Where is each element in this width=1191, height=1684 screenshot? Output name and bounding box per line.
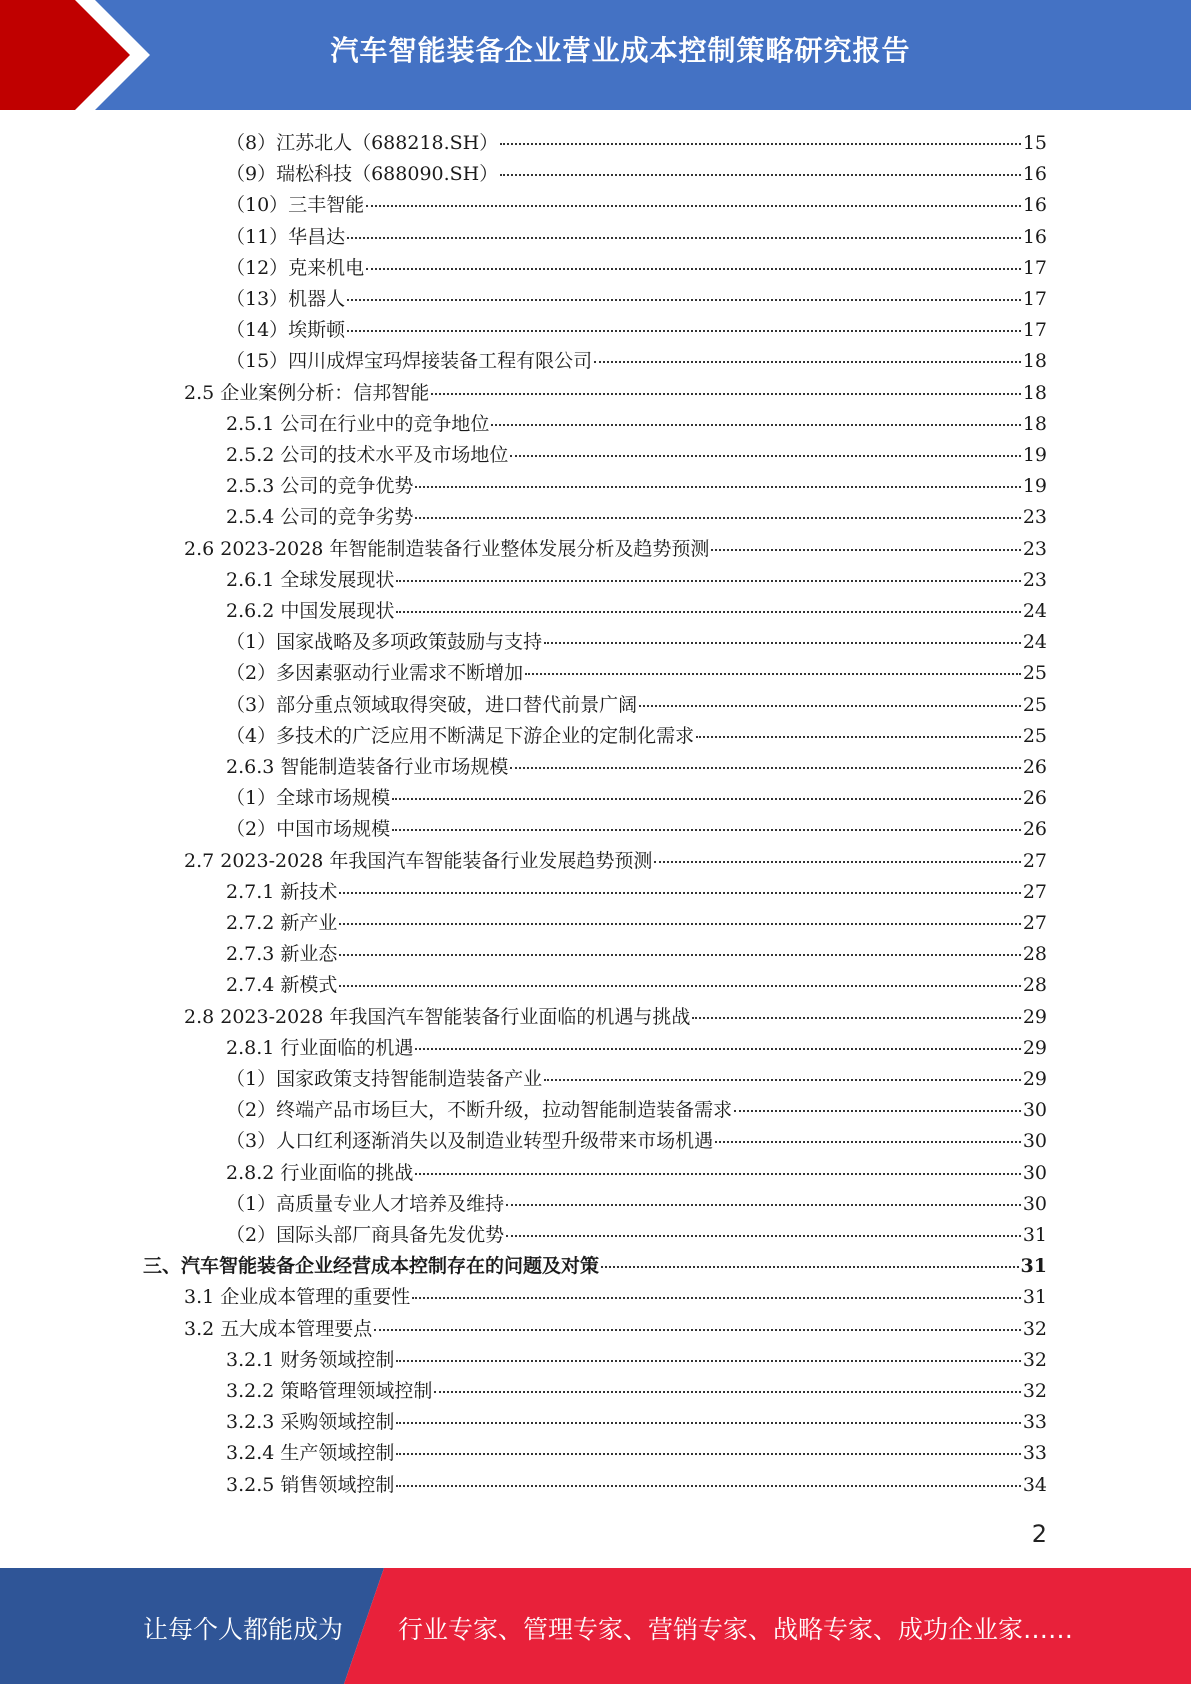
toc-entry-label: 3.2.3 采购领域控制 xyxy=(226,1411,395,1434)
toc-entry-page: 17 xyxy=(1022,256,1047,279)
toc-dot-leader xyxy=(594,361,1021,363)
toc-dot-leader xyxy=(692,1017,1020,1019)
toc-entry-label: 2.6.2 中国发展现状 xyxy=(226,600,395,622)
toc-entry-label: （2）多因素驱动行业需求不断增加 xyxy=(226,662,524,685)
toc-entry[interactable] xyxy=(226,783,1047,814)
toc-entry-label: 3.2.5 销售领域控制 xyxy=(226,1473,395,1496)
toc-entry-page: 18 xyxy=(1022,412,1047,435)
toc-entry-page: 28 xyxy=(1022,974,1047,997)
toc-dot-leader xyxy=(711,549,1020,551)
toc-entry[interactable] xyxy=(226,159,1047,190)
toc-dot-leader xyxy=(392,798,1021,800)
toc-entry-page: 29 xyxy=(1022,1036,1047,1059)
toc-dot-leader xyxy=(347,330,1021,332)
toc-entry-page: 32 xyxy=(1022,1380,1047,1402)
toc-entry-page: 25 xyxy=(1022,724,1047,747)
toc-dot-leader xyxy=(639,705,1021,707)
toc-entry-label: 2.6.3 智能制造装备行业市场规模 xyxy=(226,756,509,778)
toc-entry-label: （13）机器人 xyxy=(226,288,346,310)
toc-entry-page: 23 xyxy=(1022,537,1047,560)
toc-dot-leader xyxy=(500,174,1021,176)
toc-entry-label: 2.8 2023-2028 年我国汽车智能装备行业面临的机遇与挑战 xyxy=(184,1005,691,1028)
toc-entry[interactable] xyxy=(143,1251,1047,1282)
toc-entry-page: 16 xyxy=(1022,225,1047,248)
toc-entry-page: 26 xyxy=(1022,787,1047,810)
toc-entry[interactable] xyxy=(226,1407,1047,1438)
toc-entry-page: 33 xyxy=(1022,1442,1047,1465)
toc-entry-label: 2.5.2 公司的技术水平及市场地位 xyxy=(226,444,509,466)
toc-entry[interactable] xyxy=(226,1126,1047,1157)
toc-dot-leader xyxy=(374,1329,1021,1331)
toc-entry[interactable] xyxy=(226,440,1047,471)
toc-entry-label: （1）全球市场规模 xyxy=(226,787,391,810)
toc-entry-label: 2.7.3 新业态 xyxy=(226,943,338,966)
toc-entry-page: 26 xyxy=(1022,818,1047,841)
page-header xyxy=(0,0,1191,110)
footer-slogan-left: 让每个人都能成为 xyxy=(143,1615,344,1644)
toc-entry-page: 15 xyxy=(1022,132,1047,154)
toc-dot-leader xyxy=(347,299,1021,301)
toc-entry-label: 2.5.3 公司的竞争优势 xyxy=(226,475,414,498)
toc-dot-leader xyxy=(415,1048,1020,1050)
toc-dot-leader xyxy=(654,861,1020,863)
toc-entry[interactable] xyxy=(226,908,1047,939)
toc-entry-label: 2.7 2023-2028 年我国汽车智能装备行业发展趋势预测 xyxy=(184,849,653,872)
toc-entry-label: （10）三丰智能 xyxy=(226,194,365,217)
toc-entry-label: 3.2.4 生产领域控制 xyxy=(226,1442,395,1465)
toc-entry[interactable] xyxy=(226,471,1047,502)
toc-dot-leader xyxy=(734,1110,1021,1112)
toc-entry[interactable] xyxy=(226,502,1047,533)
toc-dot-leader xyxy=(347,237,1021,239)
toc-entry[interactable] xyxy=(226,627,1047,658)
toc-entry[interactable] xyxy=(226,877,1047,908)
toc-entry[interactable] xyxy=(226,1470,1047,1501)
toc-entry-page: 30 xyxy=(1022,1192,1047,1215)
toc-entry-label: 2.8.2 行业面临的挑战 xyxy=(226,1161,414,1184)
toc-entry-label: 2.6 2023-2028 年智能制造装备行业整体发展分析及趋势预测 xyxy=(184,537,710,560)
toc-dot-leader xyxy=(415,1173,1020,1175)
toc-entry-label: （12）克来机电 xyxy=(226,256,365,279)
toc-entry-page: 18 xyxy=(1022,381,1047,404)
toc-entry-page: 31 xyxy=(1022,1286,1047,1309)
toc-entry[interactable] xyxy=(226,1158,1047,1189)
toc-dot-leader xyxy=(396,1422,1020,1424)
toc-entry-label: 3.1 企业成本管理的重要性 xyxy=(184,1286,411,1309)
toc-entry-label: 2.5 企业案例分析：信邦智能 xyxy=(184,381,430,404)
toc-dot-leader xyxy=(525,673,1021,675)
toc-entry-page: 28 xyxy=(1022,943,1047,966)
toc-entry[interactable] xyxy=(226,1189,1047,1220)
toc-dot-leader xyxy=(715,1141,1021,1143)
toc-dot-leader xyxy=(696,736,1021,738)
toc-entry[interactable] xyxy=(184,846,1047,877)
toc-entry-page: 27 xyxy=(1022,849,1047,872)
toc-entry[interactable] xyxy=(226,1376,1047,1407)
toc-dot-leader xyxy=(544,1079,1021,1081)
toc-entry-label: 2.5.1 公司在行业中的竞争地位 xyxy=(226,412,490,435)
toc-entry-page: 19 xyxy=(1022,475,1047,498)
toc-dot-leader xyxy=(510,767,1020,769)
toc-entry[interactable] xyxy=(226,1220,1047,1251)
toc-entry-label: 2.7.4 新模式 xyxy=(226,974,338,997)
toc-entry-label: 2.7.1 新技术 xyxy=(226,880,338,903)
toc-entry[interactable] xyxy=(226,128,1047,159)
toc-entry[interactable] xyxy=(226,284,1047,315)
toc-entry[interactable] xyxy=(226,190,1047,221)
toc-dot-leader xyxy=(412,1297,1021,1299)
toc-entry-page: 17 xyxy=(1022,288,1047,310)
toc-entry-page: 30 xyxy=(1022,1099,1047,1122)
toc-entry-label: 3.2.1 财务领域控制 xyxy=(226,1348,395,1371)
toc-dot-leader xyxy=(500,143,1021,145)
toc-entry-page: 24 xyxy=(1022,631,1047,654)
toc-entry-page: 31 xyxy=(1020,1255,1047,1278)
toc-dot-leader xyxy=(339,923,1020,925)
toc-entry[interactable] xyxy=(226,315,1047,346)
toc-entry[interactable] xyxy=(226,565,1047,596)
page-number: 2 xyxy=(1031,1520,1047,1548)
toc-entry-label: （1）国家战略及多项政策鼓励与支持 xyxy=(226,631,543,654)
toc-entry[interactable] xyxy=(226,752,1047,783)
toc-entry-label: 3.2.2 策略管理领域控制 xyxy=(226,1380,433,1402)
toc-entry-page: 31 xyxy=(1022,1224,1047,1246)
toc-entry-label: （9）瑞松科技（688090.SH） xyxy=(226,163,499,186)
toc-dot-leader xyxy=(396,580,1020,582)
toc-entry-page: 16 xyxy=(1022,163,1047,186)
toc-entry-page: 33 xyxy=(1022,1411,1047,1434)
toc-dot-leader xyxy=(506,1235,1021,1237)
toc-dot-leader xyxy=(396,1360,1020,1362)
toc-entry[interactable] xyxy=(184,378,1047,409)
toc-entry-page: 16 xyxy=(1022,194,1047,217)
toc-entry-label: 3.2 五大成本管理要点 xyxy=(184,1317,373,1340)
toc-entry[interactable] xyxy=(226,222,1047,253)
toc-entry-page: 26 xyxy=(1022,756,1047,778)
toc-entry[interactable] xyxy=(226,1064,1047,1095)
toc-entry-label: （2）中国市场规模 xyxy=(226,818,391,841)
toc-entry[interactable] xyxy=(226,596,1047,627)
toc-dot-leader xyxy=(601,1266,1019,1268)
toc-entry[interactable] xyxy=(226,1033,1047,1064)
toc-entry-label: （1）国家政策支持智能制造装备产业 xyxy=(226,1068,543,1090)
toc-dot-leader xyxy=(339,954,1020,956)
toc-dot-leader xyxy=(544,642,1021,644)
toc-entry[interactable] xyxy=(226,939,1047,970)
toc-dot-leader xyxy=(415,486,1020,488)
toc-entry-page: 29 xyxy=(1022,1068,1047,1090)
toc-entry-label: 2.8.1 行业面临的机遇 xyxy=(226,1036,414,1059)
page-footer xyxy=(0,1568,1191,1684)
toc-dot-leader xyxy=(434,1391,1020,1393)
toc-entry-page: 27 xyxy=(1022,912,1047,934)
toc-entry-page: 18 xyxy=(1022,350,1047,373)
toc-entry-label: （14）埃斯顿 xyxy=(226,319,346,342)
toc-entry-label: （4）多技术的广泛应用不断满足下游企业的定制化需求 xyxy=(226,724,695,747)
toc-dot-leader xyxy=(366,205,1021,207)
toc-entry-page: 19 xyxy=(1022,444,1047,466)
toc-entry-label: 三、汽车智能装备企业经营成本控制存在的问题及对策 xyxy=(143,1255,600,1278)
toc-entry[interactable] xyxy=(226,1438,1047,1469)
toc-dot-leader xyxy=(396,611,1020,613)
toc-dot-leader xyxy=(392,829,1021,831)
toc-entry[interactable] xyxy=(184,1314,1047,1345)
toc-entry-page: 27 xyxy=(1022,880,1047,903)
toc-dot-leader xyxy=(491,424,1020,426)
report-title: 汽车智能装备企业营业成本控制策略研究报告 xyxy=(330,34,911,67)
toc-entry-label: （2）国际头部厂商具备先发优势 xyxy=(226,1224,505,1246)
toc-entry-label: （8）江苏北人（688218.SH） xyxy=(226,132,499,154)
toc-entry[interactable] xyxy=(184,534,1047,565)
toc-entry-page: 29 xyxy=(1022,1005,1047,1028)
toc-entry[interactable] xyxy=(184,1002,1047,1033)
toc-entry-label: （1）高质量专业人才培养及维持 xyxy=(226,1192,505,1215)
toc-entry-page: 23 xyxy=(1022,568,1047,591)
toc-dot-leader xyxy=(339,892,1020,894)
toc-dot-leader xyxy=(396,1485,1020,1487)
toc-entry[interactable] xyxy=(226,970,1047,1001)
toc-entry-page: 32 xyxy=(1022,1317,1047,1340)
toc-dot-leader xyxy=(510,455,1020,457)
toc-entry-label: 2.6.1 全球发展现状 xyxy=(226,568,395,591)
toc-entry[interactable] xyxy=(184,1282,1047,1313)
toc-entry-page: 24 xyxy=(1022,600,1047,622)
toc-entry-label: （15）四川成焊宝玛焊接装备工程有限公司 xyxy=(226,350,593,373)
toc-entry[interactable] xyxy=(226,658,1047,689)
toc-entry-page: 34 xyxy=(1022,1473,1047,1496)
toc-entry-page: 25 xyxy=(1022,662,1047,685)
toc-entry-page: 32 xyxy=(1022,1348,1047,1371)
toc-entry-label: （11）华昌达 xyxy=(226,225,346,248)
toc-dot-leader xyxy=(366,268,1021,270)
toc-dot-leader xyxy=(431,393,1021,395)
toc-dot-leader xyxy=(396,1453,1020,1455)
toc-entry[interactable] xyxy=(226,346,1047,377)
toc-entry-label: （3）人口红利逐渐消失以及制造业转型升级带来市场机遇 xyxy=(226,1130,714,1153)
toc-entry-page: 30 xyxy=(1022,1161,1047,1184)
toc-entry-page: 25 xyxy=(1022,693,1047,716)
toc-entry[interactable] xyxy=(226,253,1047,284)
toc-entry[interactable] xyxy=(226,1095,1047,1126)
toc-entry-label: （3）部分重点领域取得突破，进口替代前景广阔 xyxy=(226,693,638,716)
toc-entry-page: 30 xyxy=(1022,1130,1047,1153)
toc-dot-leader xyxy=(506,1204,1021,1206)
toc-entry[interactable] xyxy=(226,814,1047,845)
footer-slogan-right: 行业专家、管理专家、营销专家、战略专家、成功企业家…… xyxy=(398,1615,1074,1644)
toc-entry[interactable] xyxy=(226,690,1047,721)
toc-dot-leader xyxy=(339,985,1020,987)
toc-entry-page: 17 xyxy=(1022,319,1047,342)
toc-entry[interactable] xyxy=(226,1345,1047,1376)
toc-entry-label: 2.7.2 新产业 xyxy=(226,912,338,934)
toc-entry[interactable] xyxy=(226,409,1047,440)
toc-entry-label: （2）终端产品市场巨大，不断升级，拉动智能制造装备需求 xyxy=(226,1099,733,1122)
toc-entry[interactable] xyxy=(226,721,1047,752)
toc-entry-label: 2.5.4 公司的竞争劣势 xyxy=(226,506,414,529)
toc-dot-leader xyxy=(415,517,1020,519)
toc-entry-page: 23 xyxy=(1022,506,1047,529)
